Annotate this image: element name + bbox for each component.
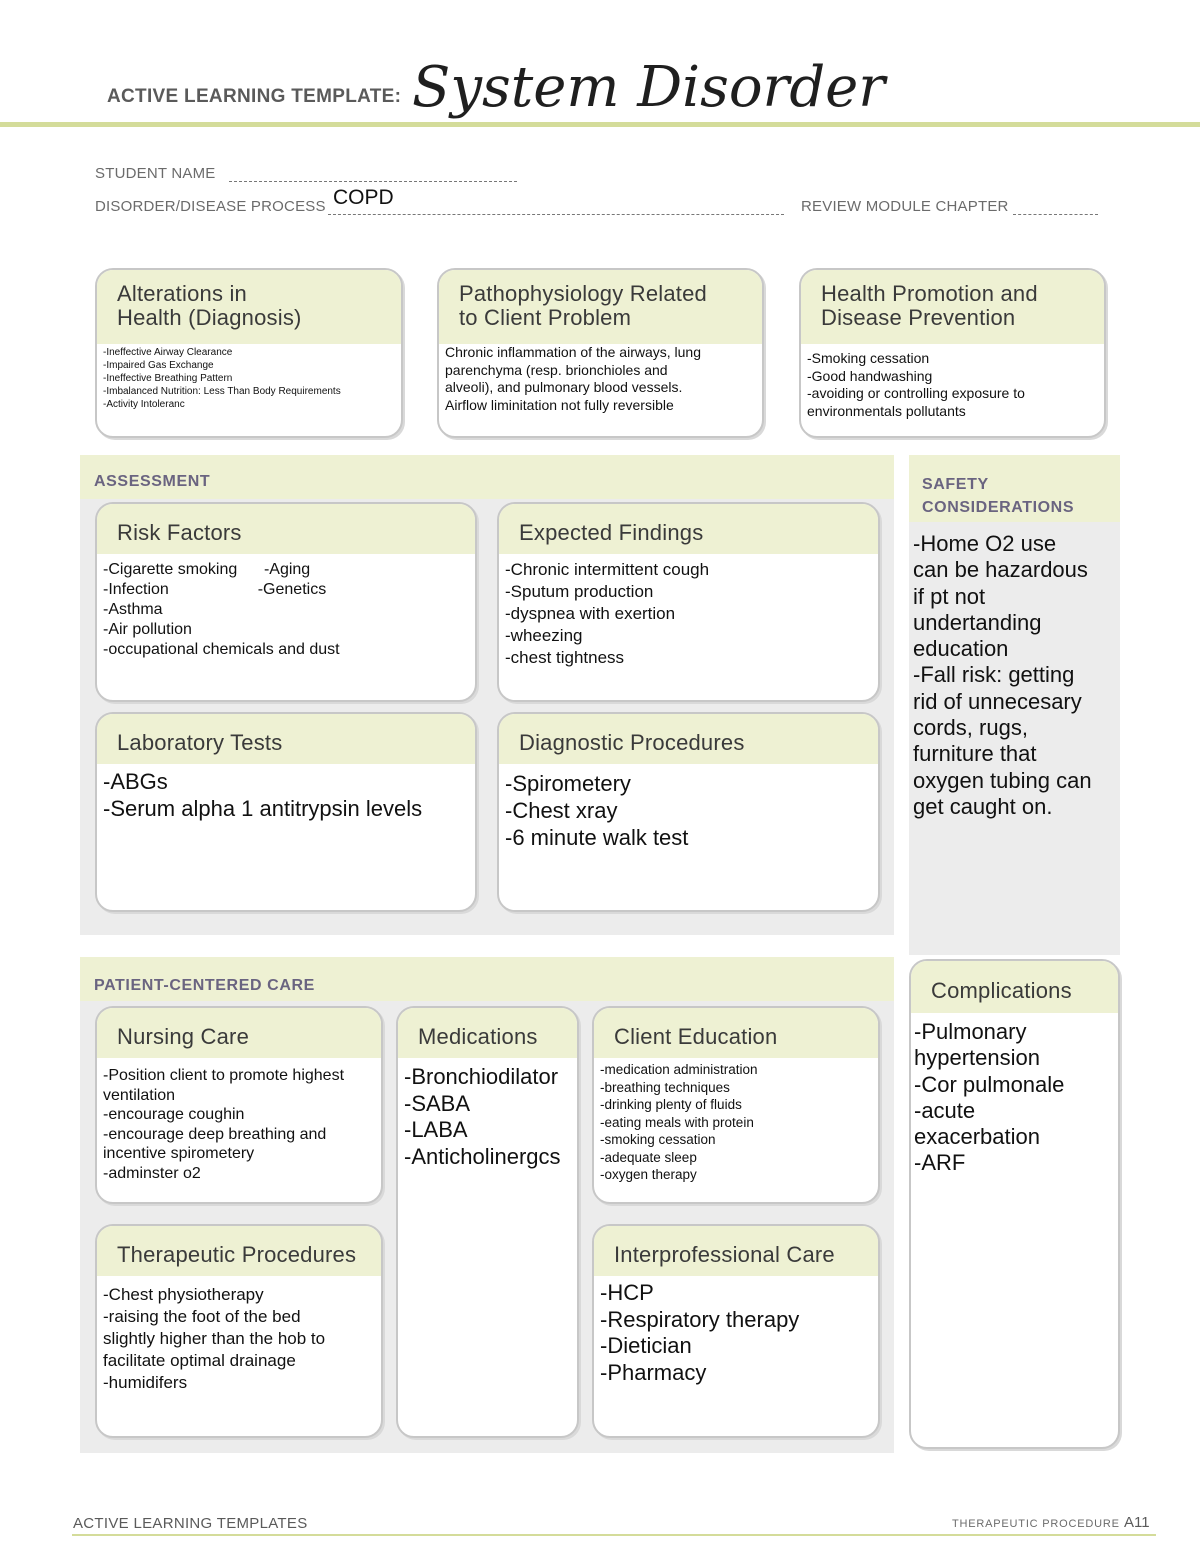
- meds-line: -SABA: [404, 1090, 471, 1116]
- patho-title-1: Pathophysiology Related: [459, 281, 707, 306]
- patho-line: Chronic inflammation of the airways, lung: [445, 344, 702, 360]
- alterations-body[interactable]: [97, 344, 401, 413]
- expected-line: -chest tightness: [505, 648, 625, 667]
- medications-title: Medications: [398, 1008, 577, 1058]
- nursing-care-body[interactable]: [97, 1058, 381, 1185]
- nursing-line: -Position client to promote highest: [103, 1067, 345, 1084]
- nursing-line: -encourage coughin: [103, 1106, 245, 1123]
- diag-line: -Spirometery: [505, 771, 631, 796]
- patho-line: Airflow liminitation not fully reversible: [445, 396, 674, 413]
- review-module-field[interactable]: [1013, 198, 1098, 215]
- patho-title-2: to Client Problem: [459, 305, 632, 330]
- patho-line: alveoli), and pulmonary blood vessels.: [445, 379, 683, 395]
- interprof-line: -HCP: [600, 1280, 654, 1305]
- education-line: -smoking cessation: [600, 1132, 716, 1147]
- safety-title-2: CONSIDERATIONS: [922, 499, 1075, 516]
- education-line: -breathing techniques: [600, 1079, 730, 1095]
- safety-line: rid of unnecesary: [913, 688, 1082, 714]
- student-name-label: STUDENT NAME: [95, 165, 216, 182]
- nursing-line: -encourage deep breathing and: [103, 1125, 327, 1143]
- risk-factors-box: [95, 502, 477, 702]
- nursing-care-title: Nursing Care: [97, 1008, 381, 1058]
- safety-line: -Home O2 use: [913, 531, 1057, 556]
- complications-line: -ARF: [914, 1150, 966, 1176]
- interprofessional-care-box: [592, 1224, 880, 1438]
- safety-title-1: SAFETY: [922, 476, 989, 493]
- header-divider: [0, 122, 1200, 127]
- complications-title: Complications: [911, 961, 1118, 1013]
- alterations-box: [95, 268, 403, 438]
- diag-line: -6 minute walk test: [505, 825, 689, 850]
- nursing-line: -adminster o2: [103, 1164, 201, 1182]
- disorder-value: COPD: [333, 186, 394, 209]
- education-line: -eating meals with protein: [600, 1114, 754, 1130]
- therapeutic-line: facilitate optimal drainage: [103, 1351, 296, 1370]
- safety-line: can be hazardous: [913, 557, 1088, 583]
- risk-factors-body[interactable]: [97, 554, 475, 662]
- expected-line: -dyspnea with exertion: [505, 604, 676, 623]
- pathophysiology-body[interactable]: [439, 344, 762, 416]
- therapeutic-line: slightly higher than the hob to: [103, 1329, 326, 1348]
- assessment-title: ASSESSMENT: [94, 473, 211, 490]
- footer-left: ACTIVE LEARNING TEMPLATES: [73, 1515, 308, 1532]
- nursing-care-box: [95, 1006, 383, 1204]
- education-line: -medication administration: [600, 1062, 758, 1077]
- safety-line: cords, rugs,: [913, 715, 1028, 741]
- alterations-line: -Impaired Gas Exchange: [103, 360, 214, 371]
- safety-title: [922, 473, 1074, 519]
- health-line: -avoiding or controlling exposure to: [807, 385, 1025, 401]
- expected-findings-body[interactable]: [499, 554, 878, 671]
- expected-findings-box: [497, 502, 880, 702]
- laboratory-tests-box: [95, 712, 477, 912]
- complications-line: -acute: [914, 1097, 976, 1123]
- interprofessional-care-title: Interprofessional Care: [594, 1226, 878, 1276]
- alterations-line: -Ineffective Airway Clearance: [103, 347, 233, 358]
- expected-findings-title: Expected Findings: [499, 504, 878, 554]
- complications-line: exacerbation: [914, 1124, 1040, 1150]
- health-promotion-box: [799, 268, 1106, 438]
- disorder-field[interactable]: [328, 188, 784, 215]
- education-line: -drinking plenty of fluids: [600, 1097, 742, 1112]
- alterations-title-2: Health (Diagnosis): [117, 305, 302, 330]
- complications-line: -Pulmonary: [914, 1019, 1027, 1044]
- safety-line: undertanding: [913, 609, 1042, 635]
- education-line: -adequate sleep: [600, 1149, 697, 1165]
- health-line: -Good handwashing: [807, 367, 933, 384]
- risk-line: -occupational chemicals and dust: [103, 641, 340, 658]
- safety-line: -Fall risk: getting: [913, 662, 1075, 688]
- health-title-2: Disease Prevention: [821, 305, 1016, 330]
- therapeutic-line: -Chest physiotherapy: [103, 1285, 264, 1304]
- interprofessional-care-body[interactable]: [594, 1276, 878, 1388]
- therapeutic-procedures-box: [95, 1224, 383, 1438]
- risk-line: -Cigarette smoking -Aging: [103, 561, 311, 578]
- page-title: System Disorder: [412, 55, 886, 120]
- meds-line: -Bronchiodilator: [404, 1064, 559, 1089]
- alterations-line: -Imbalanced Nutrition: Less Than Body Requirements: [103, 386, 341, 397]
- health-line: -Smoking cessation: [807, 350, 930, 366]
- expected-line: -wheezing: [505, 626, 583, 645]
- laboratory-tests-title: Laboratory Tests: [97, 714, 475, 764]
- risk-line: -Asthma: [103, 601, 163, 618]
- alterations-line: -Ineffective Breathing Pattern: [103, 373, 233, 384]
- safety-line: get caught on.: [913, 793, 1053, 819]
- template-label: ACTIVE LEARNING TEMPLATE:: [107, 86, 402, 107]
- meds-line: -Anticholinergcs: [404, 1143, 561, 1169]
- interprof-line: -Pharmacy: [600, 1359, 707, 1385]
- footer-page-number: A11: [1124, 1514, 1150, 1531]
- safety-body[interactable]: [913, 531, 1092, 820]
- pathophysiology-header: [439, 270, 762, 344]
- interprof-line: -Dietician: [600, 1333, 692, 1358]
- health-promotion-body[interactable]: [801, 344, 1104, 422]
- pathophysiology-box: [437, 268, 764, 438]
- health-line: environmentals pollutants: [807, 402, 966, 419]
- medications-box: [396, 1006, 579, 1438]
- expected-line: -Chronic intermittent cough: [505, 560, 710, 579]
- nursing-line: incentive spirometery: [103, 1145, 255, 1162]
- expected-line: -Sputum production: [505, 582, 654, 601]
- meds-line: -LABA: [404, 1117, 468, 1142]
- safety-line: oxygen tubing can: [913, 767, 1092, 793]
- therapeutic-procedures-title: Therapeutic Procedures: [97, 1226, 381, 1276]
- student-name-field[interactable]: [229, 164, 517, 182]
- complications-line: -Cor pulmonale: [914, 1071, 1065, 1097]
- pcc-title: PATIENT-CENTERED CARE: [94, 977, 315, 994]
- therapeutic-line: -raising the foot of the bed: [103, 1307, 301, 1326]
- complications-line: hypertension: [914, 1045, 1040, 1071]
- alterations-line: -Activity Intoleranc: [103, 399, 185, 410]
- alterations-title-1: Alterations in: [117, 281, 247, 306]
- client-education-body[interactable]: [594, 1058, 878, 1186]
- complications-box: [909, 959, 1120, 1449]
- diagnostic-procedures-title: Diagnostic Procedures: [499, 714, 878, 764]
- safety-line: education: [913, 636, 1009, 662]
- health-title-1: Health Promotion and: [821, 281, 1038, 306]
- risk-line: -Infection -Genetics: [103, 581, 327, 598]
- lab-line: -Serum alpha 1 antitrypsin levels: [103, 796, 423, 821]
- review-module-label: REVIEW MODULE CHAPTER: [801, 198, 1009, 215]
- education-line: -oxygen therapy: [600, 1167, 697, 1182]
- disorder-label: DISORDER/DISEASE PROCESS: [95, 198, 326, 215]
- interprof-line: -Respiratory therapy: [600, 1306, 800, 1332]
- health-promotion-header: [801, 270, 1104, 344]
- client-education-title: Client Education: [594, 1008, 878, 1058]
- therapeutic-line: -humidifers: [103, 1373, 188, 1392]
- complications-body[interactable]: [911, 1013, 1118, 1179]
- client-education-box: [592, 1006, 880, 1204]
- patho-line: parenchyma (resp. brionchioles and: [445, 361, 668, 378]
- risk-line: -Air pollution: [103, 621, 192, 638]
- lab-line: -ABGs: [103, 769, 168, 794]
- alterations-header: [97, 270, 401, 344]
- footer-divider: [72, 1534, 1156, 1536]
- laboratory-tests-body[interactable]: [97, 764, 475, 824]
- diag-line: -Chest xray: [505, 798, 618, 823]
- diagnostic-procedures-body[interactable]: [499, 764, 878, 853]
- therapeutic-procedures-body[interactable]: [97, 1276, 381, 1396]
- footer-section-label: THERAPEUTIC PROCEDURE: [952, 1518, 1120, 1530]
- nursing-line: ventilation: [103, 1086, 176, 1104]
- diagnostic-procedures-box: [497, 712, 880, 912]
- medications-body[interactable]: [398, 1058, 577, 1172]
- safety-line: furniture that: [913, 741, 1037, 767]
- safety-line: if pt not: [913, 583, 986, 609]
- risk-factors-title: Risk Factors: [97, 504, 475, 554]
